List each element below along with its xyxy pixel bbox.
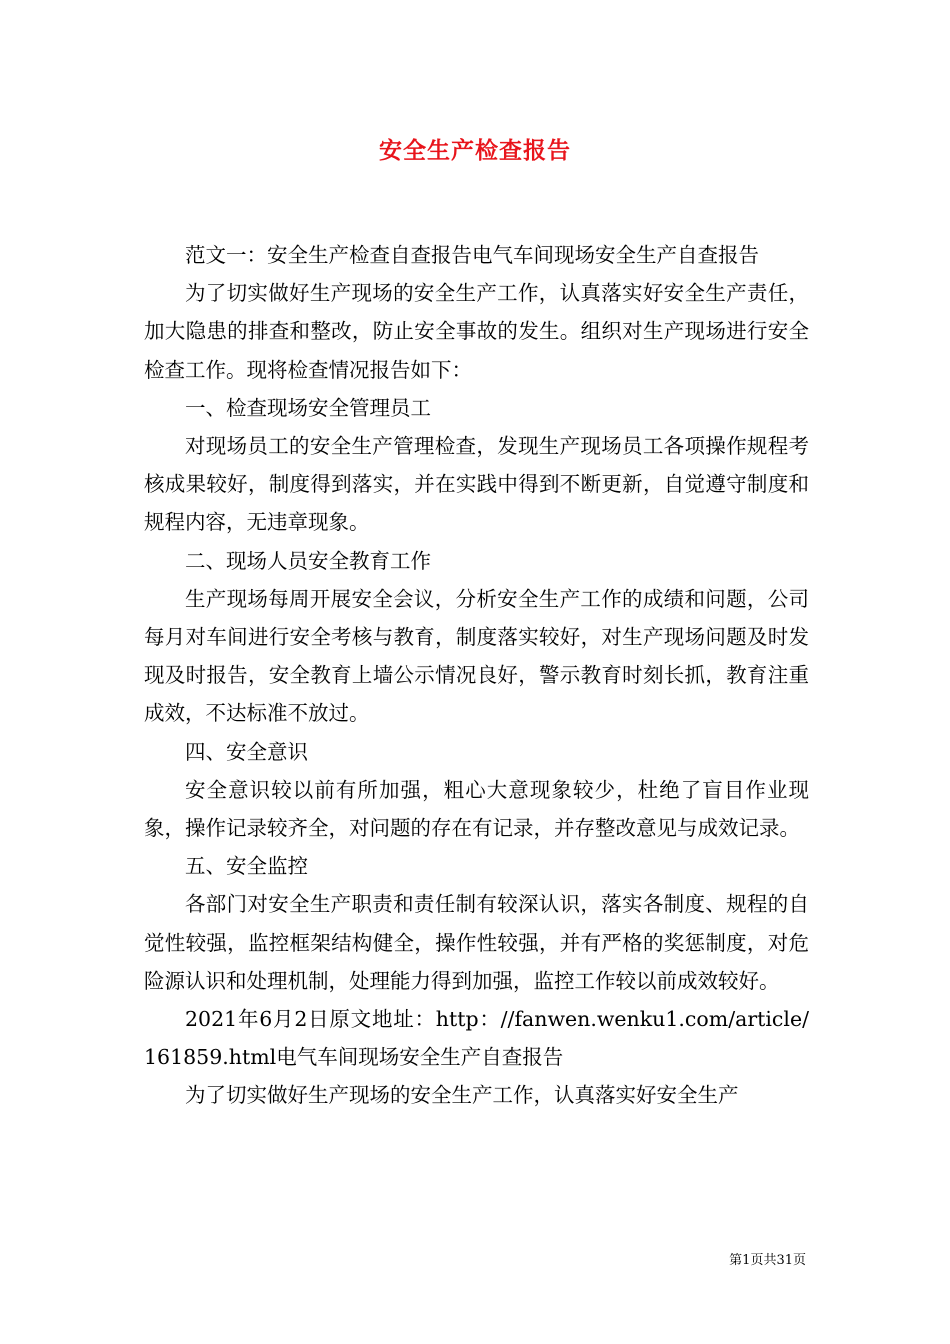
paragraph-intro: 范文一：安全生产检查自查报告电气车间现场安全生产自查报告 xyxy=(185,243,759,267)
section-heading-2: 二、现场人员安全教育工作 xyxy=(185,548,431,573)
page-number-footer: 第1页共31页 xyxy=(729,1253,806,1268)
section-heading-1: 一、检查现场安全管理员工 xyxy=(185,395,431,420)
paragraph-section-2: 生产现场每周开展安全会议，分析安全生产工作的成绩和问题，公司每月对车间进行安全考核与教育，制度落实较好，对生产现场问题及时发现及时报告，安全教育上墙公示情况良好，警示教育时刻长抓，教育注重成效，不达标准不放过。 xyxy=(144,586,809,726)
document-body xyxy=(144,236,809,1115)
section-heading-5: 五、安全监控 xyxy=(185,854,308,879)
section-heading-4: 四、安全意识 xyxy=(185,739,308,764)
paragraph-purpose: 为了切实做好生产现场的安全生产工作，认真落实好安全生产责任，加大隐患的排查和整改，防止安全事故的发生。组织对生产现场进行安全检查工作。现将检查情况报告如下： xyxy=(144,281,809,382)
paragraph-section-1: 对现场员工的安全生产管理检查，发现生产现场员工各项操作规程考核成果较好，制度得到落实，并在实践中得到不断更新，自觉遵守制度和规程内容，无违章现象。 xyxy=(144,434,809,535)
paragraph-repeat-purpose: 为了切实做好生产现场的安全生产工作，认真落实好安全生产 xyxy=(185,1083,739,1108)
paragraph-section-4: 安全意识较以前有所加强，粗心大意现象较少，杜绝了盲目作业现象，操作记录较齐全，对问题的存在有记录，并存整改意见与成效记录。 xyxy=(144,777,809,841)
document-title: 安全生产检查报告 xyxy=(379,137,571,164)
paragraph-date-source: 2021年6月2日原文地址：http：//fanwen.wenku1.com/article/161859.html电气车间现场安全生产自查报告 xyxy=(144,1007,809,1070)
paragraph-section-5: 各部门对安全生产职责和责任制有较深认识，落实各制度、规程的自觉性较强，监控框架结构健全，操作性较强，并有严格的奖惩制度，对危险源认识和处理机制，处理能力得到加强，监控工作较以前成效较好。 xyxy=(144,892,809,993)
